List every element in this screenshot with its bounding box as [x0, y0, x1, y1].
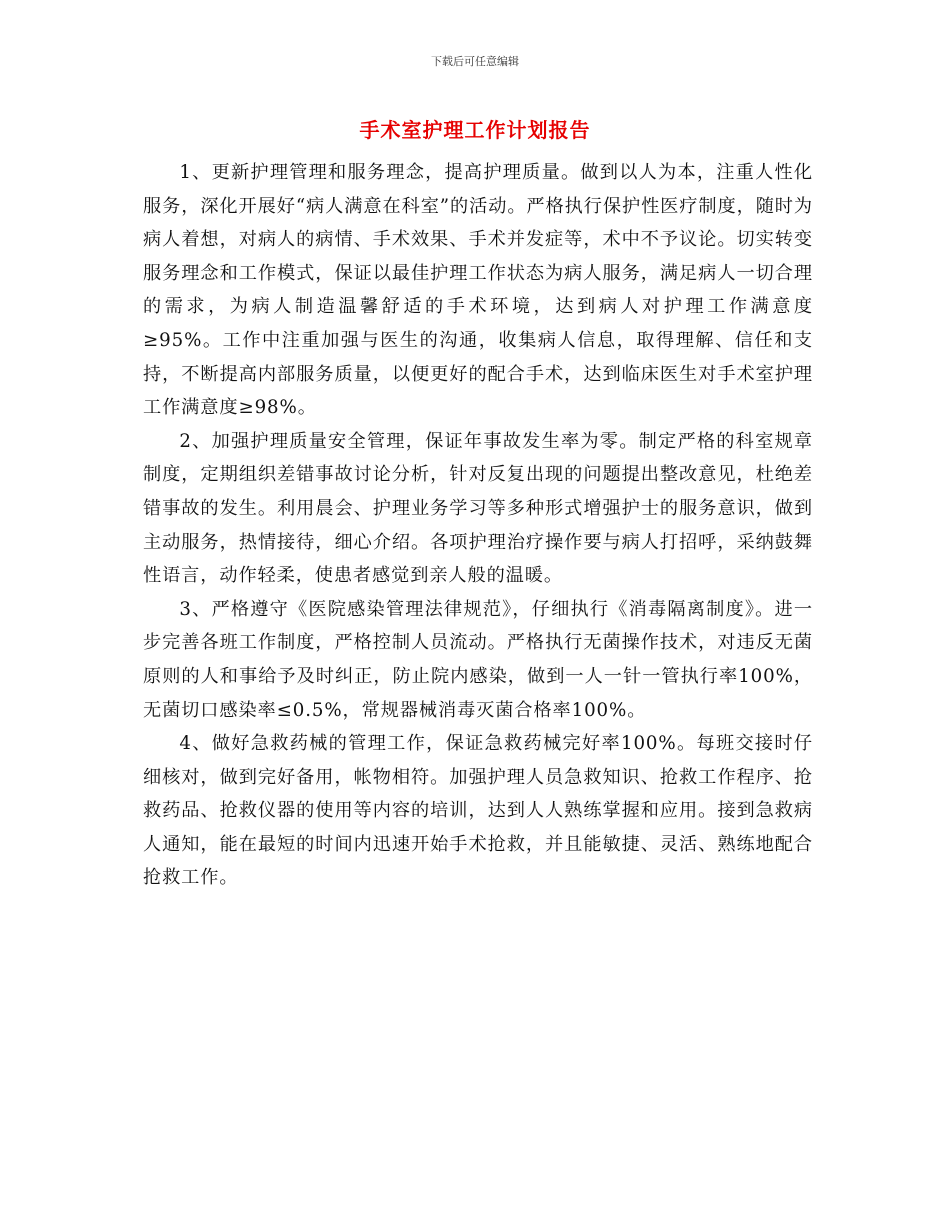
header-note: 下载后可任意编辑 [431, 55, 519, 68]
paragraph-4: 4、做好急救药械的管理工作，保证急救药械完好率100%。每班交接时仔细核对，做到完好备用，帐物相符。加强护理人员急救知识、抢救工作程序、抢救药品、抢救仪器的使用等内容的培训，达到人人熟练掌握和应用。接到急救病人通知，能在最短的时间内迅速开始手术抢救，并且能敏捷、灵活、熟练地配合抢救工作。 [143, 733, 813, 889]
paragraph-1: 1、更新护理管理和服务理念，提高护理质量。做到以人为本，注重人性化服务，深化开展好“病人满意在科室”的活动。严格执行保护性医疗制度，随时为病人着想，对病人的病情、手术效果、手术并发症等，术中不予议论。切实转变服务理念和工作模式，保证以最佳护理工作状态为病人服务，满足病人一切合理的需求，为病人制造温馨舒适的手术环境，达到病人对护理工作满意度≥95%。工作中注重加强与医生的沟通，收集病人信息，取得理解、信任和支持，不断提高内部服务质量，以便更好的配合手术，达到临床医生对手术室护理工作满意度≥98%。 [143, 162, 813, 419]
paragraph-3: 3、严格遵守《医院感染管理法律规范》，仔细执行《消毒隔离制度》。进一步完善各班工作制度，严格控制人员流动。严格执行无菌操作技术，对违反无菌原则的人和事给予及时纠正，防止院内感染，做到一人一针一管执行率100%，无菌切口感染率≤0.5%，常规器械消毒灭菌合格率100%。 [143, 598, 813, 721]
paragraph-2: 2、加强护理质量安全管理，保证年事故发生率为零。制定严格的科室规章制度，定期组织差错事故讨论分析，针对反复出现的问题提出整改意见，杜绝差错事故的发生。利用晨会、护理业务学习等多种形式增强护士的服务意识，做到主动服务，热情接待，细心介绍。各项护理治疗操作要与病人打招呼，采纳鼓舞性语言，动作轻柔，使患者感觉到亲人般的温暖。 [143, 430, 813, 587]
document-body [143, 156, 813, 895]
document-title: 手术室护理工作计划报告 [359, 118, 591, 142]
